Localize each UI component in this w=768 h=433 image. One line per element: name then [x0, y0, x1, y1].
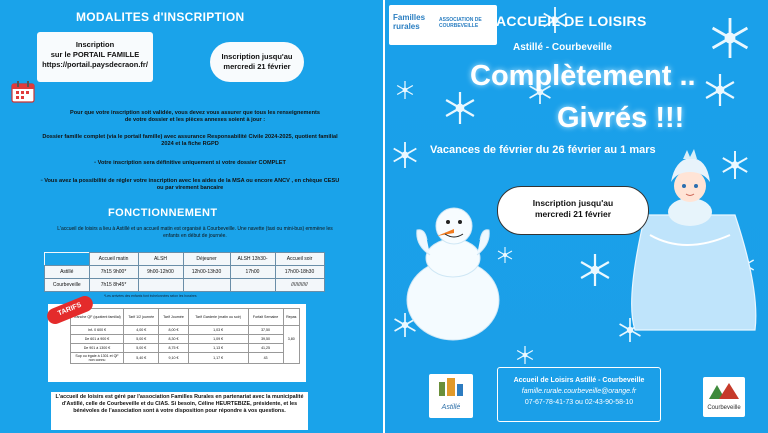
association-info-box: L'accueil de loisirs est géré par l'association Familles Rurales en partenariat avec la municipalité d'Astillé, celle de Courbeveille et du CIAS. Si besoin, Céline HEURTEBIZE, présidente, et les bénévoles de l'association sont à votre disposition pour répondre à vos questions.: [51, 392, 308, 430]
schedule-footnote: *Les arrivées des enfants font échelonnées selon les horaires: [104, 294, 197, 298]
tarif-table: [70, 308, 300, 364]
portal-link[interactable]: https://portail.paysdecraon.fr/: [42, 60, 148, 69]
schedule-place: Astillé: [45, 266, 90, 279]
contact-phone[interactable]: 07-67-78-41-73 ou 02-43-90-58-10: [524, 399, 634, 406]
snowflake-icon: [581, 254, 609, 286]
tarif-cell: 1,09 €: [188, 335, 248, 344]
deadline-left-line1: Inscription jusqu'au: [221, 52, 293, 61]
para-payment-text: Vous avez la possibilité de régler votre inscription avec les aides de la MSA ou encore ANCV , en chèque CESU ou par virement bancaire: [44, 178, 340, 191]
snowflake-icon: [517, 346, 533, 364]
schedule-cell: 17h00-18h30: [275, 266, 324, 279]
snowflake-icon: [394, 142, 417, 168]
schedule-cell: [138, 279, 183, 292]
tarif-cell: [283, 353, 299, 364]
courbeveille-logo-icon: [703, 377, 745, 405]
right-panel: [385, 0, 768, 433]
contact-title: Accueil de Loisirs Astillé - Courbeveille: [513, 377, 645, 384]
portal-line1: Inscription: [75, 40, 115, 49]
tarif-header: Forfait Semaine: [248, 309, 283, 326]
accueil-title: ACCUEIL DE LOISIRS: [496, 13, 647, 29]
snowman-illustration: [407, 208, 499, 340]
tarif-cell: 39,50: [248, 335, 283, 344]
para-dossier: Dossier famille complet (via le portail famille) avec assurance Responsabilité Civile 2024-2025, quotient familial 2024 et la fiche RGPD: [42, 134, 338, 147]
tarif-cell: 1,03 €: [188, 326, 248, 335]
portal-line2: sur le PORTAIL FAMILLE: [50, 50, 140, 59]
para-payment: [40, 178, 340, 192]
contact-email[interactable]: famille.rurale.courbeveille@orange.fr: [521, 388, 637, 395]
tarif-cell: Sup ou égale à 1301 et QF non connu: [71, 353, 124, 364]
tarif-header: Tarif Journée: [159, 309, 188, 326]
tarif-cell: 1,17 €: [188, 353, 248, 364]
bubble-line1: Inscription jusqu'au: [532, 198, 614, 208]
tarif-cell: Inf- 0 600 €: [71, 326, 124, 335]
snowflake-icon: [446, 92, 474, 124]
tarif-panel: [48, 304, 306, 382]
schedule-row: [45, 279, 325, 292]
snowflake-icon: [498, 247, 512, 263]
schedule-header-row: [45, 253, 325, 266]
astille-logo: [429, 374, 473, 418]
fonctionnement-text: L'accueil de loisirs a lieu à Astillé et un accueil matin est organisé à Courbeveille. Une navette (taxi ou mini-bus) emmène les enfants en début de journée.: [57, 226, 333, 239]
schedule-header: ALSH: [138, 253, 183, 266]
schedule-header: Déjeuner: [183, 253, 230, 266]
tarif-cell: 9,10 €: [159, 353, 188, 364]
bubble-line2: mercredi 21 février: [534, 209, 612, 219]
bullet-icon: ▫: [94, 160, 98, 166]
schedule-cell: 9h00-12h00: [138, 266, 183, 279]
schedule-table: [44, 252, 325, 292]
deadline-left-line2: mercredi 21 février: [223, 62, 291, 71]
para-definitive: [40, 160, 340, 167]
modalites-heading: MODALITES d'INSCRIPTION: [76, 10, 245, 24]
ice-princess-illustration: [632, 149, 756, 330]
tarif-header-row: [71, 309, 300, 326]
deadline-box-left: [210, 42, 304, 82]
schedule-cell: 7h15 9h00*: [89, 266, 138, 279]
tarif-row: [71, 326, 300, 335]
familles-rurales-logo: [389, 5, 497, 45]
tarif-cell: 8,30 €: [159, 335, 188, 344]
tarif-cell: De 601 à 900 €: [71, 335, 124, 344]
tarif-cell: 4,00 €: [124, 326, 159, 335]
tarif-cell: 5,40 €: [124, 353, 159, 364]
logo-association-text: ASSOCIATION DE COURBEVEILLE: [439, 17, 482, 29]
para-validation: Pour que votre inscription soit validée, vous devez vous assurer que tous les renseignements de votre dossier et les pièces annexes soient à jour :: [70, 110, 320, 123]
calendar-icon: [10, 78, 36, 104]
tarif-cell: 5,00 €: [124, 344, 159, 353]
astille-logo-icon: [429, 374, 473, 404]
vacances-dates: Vacances de février du 26 février au 1 mars: [430, 144, 656, 156]
schedule-header: Accueil soir: [275, 253, 324, 266]
tarif-cell: 3,80: [283, 335, 299, 344]
tarif-header: Tarif Garderie (matin ou soir): [188, 309, 248, 326]
tarif-cell: 37,50: [248, 326, 283, 335]
schedule-row: [45, 266, 325, 279]
logo-familles-text: Familles rurales: [393, 13, 426, 31]
tarif-row: [71, 335, 300, 344]
schedule-cell: [183, 279, 230, 292]
fonctionnement-title: FONCTIONNEMENT: [108, 207, 218, 219]
tarifs-badge: TARIFS: [45, 294, 95, 327]
tarif-cell: 5,00 €: [124, 335, 159, 344]
schedule-cell: 12h00-13h30: [183, 266, 230, 279]
tarif-cell: 43: [248, 353, 283, 364]
schedule-cell: ////////////: [275, 279, 324, 292]
tarif-cell: [283, 344, 299, 353]
schedule-corner: [45, 253, 90, 266]
astille-logo-text: Astillé: [441, 404, 461, 411]
portal-box: [37, 32, 153, 82]
tarif-header: Repas: [283, 309, 299, 326]
tarif-cell: [283, 326, 299, 335]
contact-box: [497, 367, 661, 422]
schedule-cell: 7h15 8h45*: [89, 279, 138, 292]
left-panel: [0, 0, 383, 433]
schedule-place: Courbeveille: [45, 279, 90, 292]
tarif-header: Tranche QF (quotient familial): [71, 309, 124, 326]
tarif-row: [71, 353, 300, 364]
schedule-cell: [230, 279, 275, 292]
tarif-cell: 41,25: [248, 344, 283, 353]
schedule-table-wrap: [44, 252, 325, 292]
snowflake-icon: [723, 151, 747, 179]
schedule-header: ALSH 13h30-: [230, 253, 275, 266]
tarif-cell: 1,13 €: [188, 344, 248, 353]
headline-line1: Complètement ..: [470, 60, 696, 92]
courbeveille-logo-text: Courbeveille: [707, 405, 741, 411]
headline-line2: Givrés !!!: [557, 102, 685, 134]
subtitle-communes: Astillé - Courbeveille: [513, 42, 612, 53]
para-definitive-text: Votre inscription sera définitive uniquement si votre dossier COMPLET: [97, 160, 286, 166]
speech-bubble: [497, 186, 649, 235]
courbeveille-logo: [703, 377, 745, 417]
tarif-header: Tarif 1/2 journée: [124, 309, 159, 326]
bullet-icon: ▫: [40, 178, 45, 184]
snowflake-icon: [397, 81, 413, 99]
tarif-cell: 8,00 €: [159, 326, 188, 335]
schedule-header: Accueil matin: [89, 253, 138, 266]
schedule-cell: 17h00: [230, 266, 275, 279]
tarif-cell: De 901 à 1300 €: [71, 344, 124, 353]
snowflake-icon: [713, 18, 748, 58]
tarif-cell: 8,75 €: [159, 344, 188, 353]
snowflake-icon: [706, 74, 734, 106]
tarif-row: [71, 344, 300, 353]
